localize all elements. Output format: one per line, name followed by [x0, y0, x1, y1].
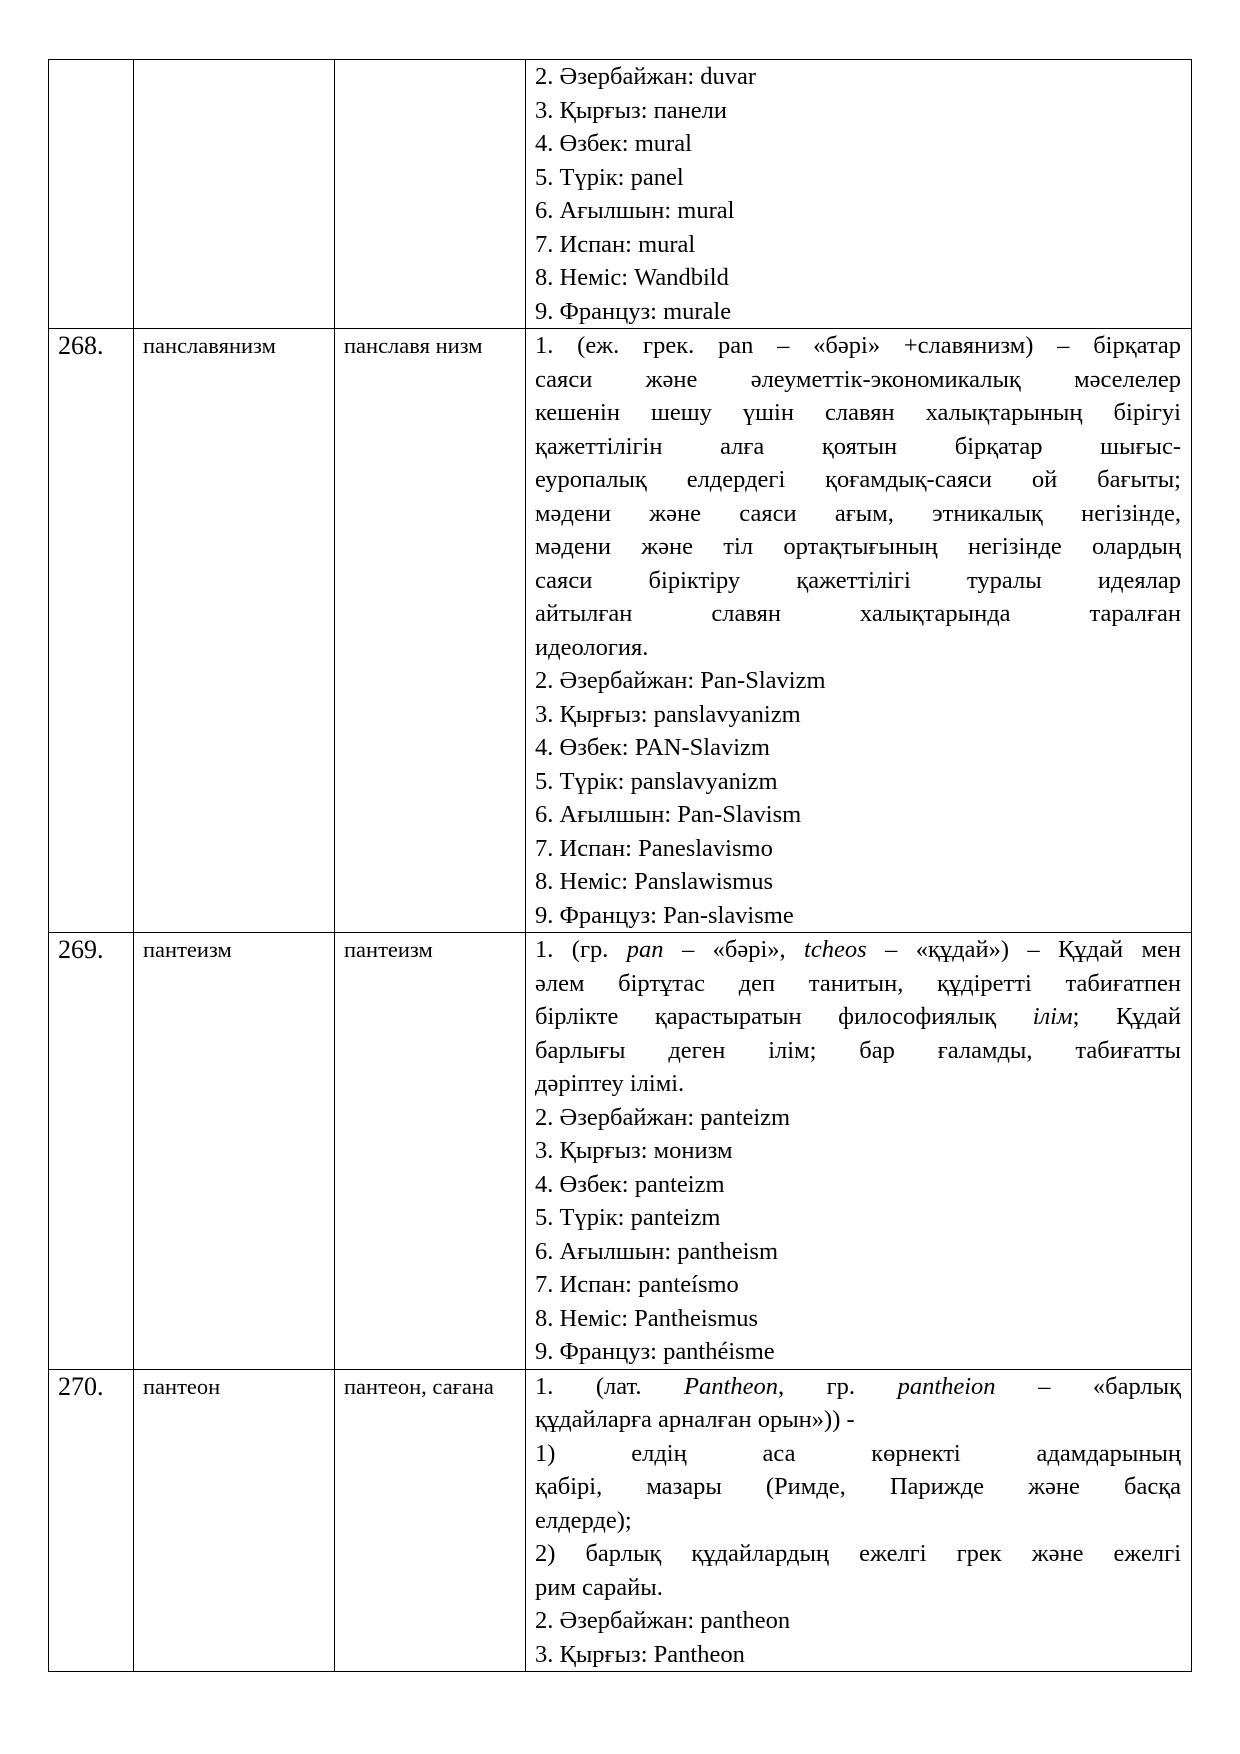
definition-line: кешенін шешу үшін славян халықтарының бірігуі	[535, 399, 1181, 426]
kazakh-term: панславя низм	[335, 329, 526, 933]
definition-line: 2) барлық құдайлардың ежелгі грек және ежелгі	[535, 1540, 1181, 1567]
translation-line: 7. Испан: Paneslavismo	[535, 834, 773, 862]
kazakh-term: пантеон, сағана	[335, 1369, 526, 1672]
translation-line: 4. Өзбек: PAN-Slavizm	[535, 734, 770, 761]
translation-line: 4. Өзбек: mural	[535, 130, 692, 157]
row-number: 270.	[49, 1369, 134, 1672]
definition-line: мәдени және саяси ағым, этникалық негізінде,	[535, 499, 1181, 527]
translation-line: 3. Қырғыз: Pantheon	[535, 1640, 745, 1668]
translation-line: 6. Ағылшын: Pan-Slavism	[535, 801, 802, 828]
translation-line: 2. Әзербайжан: Pan-Slavizm	[535, 667, 826, 694]
table-row	[49, 60, 1192, 329]
definition-line: қабірі, мазары (Римде, Парижде және басқа	[535, 1473, 1181, 1500]
definition-line: әлем біртұтас деп танитын, құдіретті табиғатпен	[535, 969, 1181, 997]
translation-line: 8. Неміс: Wandbild	[535, 264, 729, 291]
translation-line: 3. Қырғыз: panslavyanizm	[535, 700, 801, 728]
russian-term: панславянизм	[134, 329, 335, 933]
translation-line: 9. Француз: Pan-slavisme	[535, 901, 794, 929]
russian-term: пантеизм	[134, 933, 335, 1370]
row-number: 269.	[49, 933, 134, 1370]
russian-term: пантеон	[134, 1369, 335, 1672]
translation-line: 7. Испан: mural	[535, 230, 696, 258]
definition-line: барлығы деген ілім; бар ғаламды, табиғатты	[535, 1036, 1181, 1064]
row-number: 268.	[49, 329, 134, 933]
translation-line: 5. Түрік: panslavyanizm	[535, 767, 778, 795]
definition-line: 1. (гр. pan – «бәрі», tcheos – «құдай») – Құдай мен	[535, 936, 1181, 963]
definition-line: еуропалық елдердегі қоғамдық-саяси ой бағыты;	[535, 466, 1181, 493]
row-number	[49, 60, 134, 329]
translation-line: 9. Француз: murale	[535, 297, 732, 325]
definition-cell	[526, 329, 1192, 933]
definition-line: саяси және әлеуметтік-экономикалық мәселелер	[535, 365, 1181, 393]
translation-line: 8. Неміс: Pantheismus	[535, 1304, 759, 1332]
definition-line: айтылған славян халықтарында таралған	[535, 600, 1181, 627]
translation-line: 5. Түрік: panel	[535, 163, 684, 191]
translation-line: 2. Әзербайжан: pantheon	[535, 1607, 791, 1634]
translation-line: 3. Қырғыз: панели	[535, 96, 727, 124]
definition-line: саяси біріктіру қажеттілігі туралы идеялар	[535, 566, 1181, 594]
definition-line: 1. (лат. Pantheon, гр. pantheion – «барлық	[535, 1372, 1181, 1400]
table-row	[49, 933, 1192, 1370]
definition-line: қажеттілігін алға қоятын бірқатар шығыс-	[535, 432, 1181, 460]
definition-line: мәдени және тіл ортақтығының негізінде олардың	[535, 533, 1181, 560]
definition-cell	[526, 933, 1192, 1370]
translation-line: 4. Өзбек: panteizm	[535, 1170, 725, 1198]
table-row	[49, 329, 1192, 933]
definition-cell	[526, 1369, 1192, 1672]
translation-line: 5. Түрік: panteizm	[535, 1204, 721, 1231]
definition-line: дәріптеу ілімі.	[535, 1070, 685, 1097]
translation-line: 6. Ағылшын: mural	[535, 197, 735, 224]
definition-line: рим сарайы.	[535, 1573, 663, 1601]
translation-line: 2. Әзербайжан: duvar	[535, 63, 757, 90]
definition-line: елдерде);	[535, 1506, 632, 1534]
russian-term	[134, 60, 335, 329]
dictionary-table	[48, 59, 1192, 1672]
translation-line: 7. Испан: panteísmo	[535, 1271, 739, 1298]
kazakh-term	[335, 60, 526, 329]
definition-cell	[526, 60, 1192, 329]
kazakh-term: пантеизм	[335, 933, 526, 1370]
definition-line: бірлікте қарастыратын философиялық ілім; Құдай	[535, 1003, 1181, 1030]
table-row	[49, 1369, 1192, 1672]
translation-line: 3. Қырғыз: монизм	[535, 1137, 733, 1164]
translation-line: 9. Француз: panthéisme	[535, 1338, 775, 1365]
translation-line: 8. Неміс: Panslawismus	[535, 868, 774, 895]
definition-line: 1. (еж. грек. pan – «бәрі» +славянизм) – бірқатар	[535, 332, 1181, 359]
definition-line: идеология.	[535, 633, 649, 661]
definition-line: 1) елдің аса көрнекті адамдарының	[535, 1439, 1181, 1467]
definition-line: құдайларға арналған орын»)) -	[535, 1406, 855, 1433]
translation-line: 6. Ағылшын: pantheism	[535, 1237, 779, 1265]
translation-line: 2. Әзербайжан: panteizm	[535, 1103, 791, 1131]
